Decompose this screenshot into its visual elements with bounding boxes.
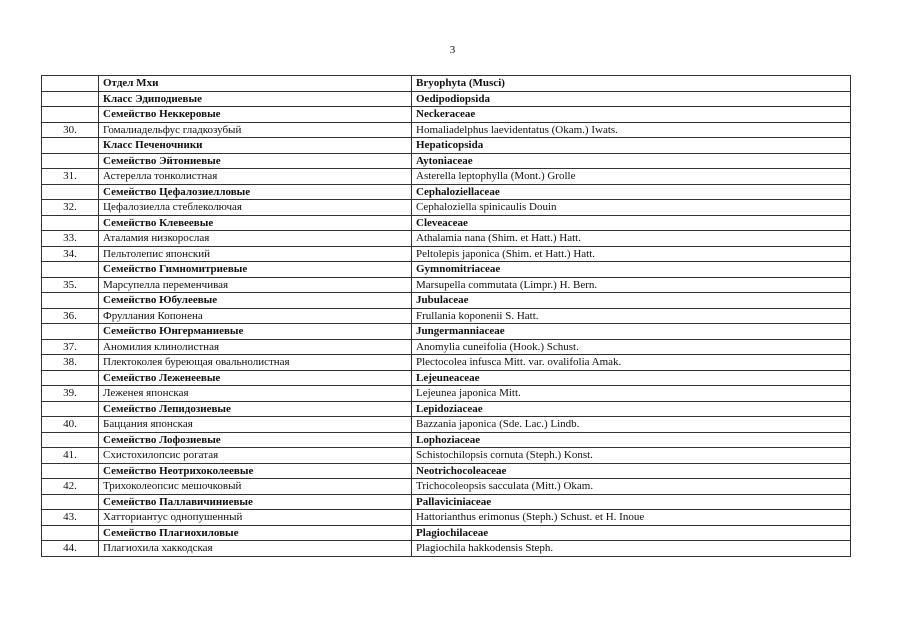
russian-name-cell: Семейство Неккеровые bbox=[99, 107, 412, 123]
russian-name-cell: Аномилия клинолистная bbox=[99, 339, 412, 355]
latin-name-cell: Marsupella commutata (Limpr.) H. Bern. bbox=[412, 277, 851, 293]
row-number-cell: 44. bbox=[42, 541, 99, 557]
russian-name-cell: Семейство Цефалозиелловые bbox=[99, 184, 412, 200]
table-header-row bbox=[42, 525, 851, 541]
row-number-cell: 36. bbox=[42, 308, 99, 324]
row-number-cell bbox=[42, 370, 99, 386]
table-row bbox=[42, 122, 851, 138]
row-number-cell bbox=[42, 525, 99, 541]
row-number-cell: 41. bbox=[42, 448, 99, 464]
row-number-cell bbox=[42, 432, 99, 448]
table-row bbox=[42, 448, 851, 464]
row-number-cell bbox=[42, 324, 99, 340]
russian-name-cell: Схистохилопсис рогатая bbox=[99, 448, 412, 464]
latin-name-cell: Lophoziaceae bbox=[412, 432, 851, 448]
latin-name-cell: Cephaloziella spinicaulis Douin bbox=[412, 200, 851, 216]
row-number-cell: 31. bbox=[42, 169, 99, 185]
table-row bbox=[42, 308, 851, 324]
russian-name-cell: Семейство Юнгерманиевые bbox=[99, 324, 412, 340]
row-number-cell bbox=[42, 107, 99, 123]
russian-name-cell: Отдел Мхи bbox=[99, 76, 412, 92]
latin-name-cell: Bazzania japonica (Sde. Lac.) Lindb. bbox=[412, 417, 851, 433]
row-number-cell: 39. bbox=[42, 386, 99, 402]
russian-name-cell: Хатториантус однопушенный bbox=[99, 510, 412, 526]
table-header-row bbox=[42, 293, 851, 309]
latin-name-cell: Schistochilopsis cornuta (Steph.) Konst. bbox=[412, 448, 851, 464]
russian-name-cell: Цефалозиелла стеблеколючая bbox=[99, 200, 412, 216]
latin-name-cell: Hepaticopsida bbox=[412, 138, 851, 154]
latin-name-cell: Pallaviciniaceae bbox=[412, 494, 851, 510]
latin-name-cell: Neckeraceae bbox=[412, 107, 851, 123]
table-row bbox=[42, 510, 851, 526]
row-number-cell bbox=[42, 401, 99, 417]
table-row bbox=[42, 339, 851, 355]
row-number-cell: 32. bbox=[42, 200, 99, 216]
row-number-cell bbox=[42, 262, 99, 278]
table-header-row bbox=[42, 494, 851, 510]
table-row bbox=[42, 355, 851, 371]
row-number-cell bbox=[42, 463, 99, 479]
table-header-row bbox=[42, 432, 851, 448]
table-row bbox=[42, 417, 851, 433]
row-number-cell: 40. bbox=[42, 417, 99, 433]
table-row bbox=[42, 169, 851, 185]
latin-name-cell: Oedipodiopsida bbox=[412, 91, 851, 107]
row-number-cell bbox=[42, 215, 99, 231]
row-number-cell bbox=[42, 76, 99, 92]
latin-name-cell: Cleveaceae bbox=[412, 215, 851, 231]
russian-name-cell: Марсупелла переменчивая bbox=[99, 277, 412, 293]
russian-name-cell: Класс Печеночники bbox=[99, 138, 412, 154]
row-number-cell bbox=[42, 138, 99, 154]
row-number-cell: 38. bbox=[42, 355, 99, 371]
table-row bbox=[42, 479, 851, 495]
russian-name-cell: Трихоколеопсис мешочковый bbox=[99, 479, 412, 495]
table-header-row bbox=[42, 401, 851, 417]
species-table bbox=[41, 75, 851, 557]
row-number-cell: 35. bbox=[42, 277, 99, 293]
russian-name-cell: Семейство Плагиохиловые bbox=[99, 525, 412, 541]
latin-name-cell: Anomylia cuneifolia (Hook.) Schust. bbox=[412, 339, 851, 355]
latin-name-cell: Homaliadelphus laevidentatus (Okam.) Iwats. bbox=[412, 122, 851, 138]
latin-name-cell: Plagiochilaceae bbox=[412, 525, 851, 541]
latin-name-cell: Plectocolea infusca Mitt. var. ovalifolia Amak. bbox=[412, 355, 851, 371]
table-header-row bbox=[42, 138, 851, 154]
latin-name-cell: Asterella leptophylla (Mont.) Grolle bbox=[412, 169, 851, 185]
table-row bbox=[42, 386, 851, 402]
latin-name-cell: Cephaloziellaceae bbox=[412, 184, 851, 200]
table-header-row bbox=[42, 184, 851, 200]
latin-name-cell: Jubulaceae bbox=[412, 293, 851, 309]
russian-name-cell: Гомалиадельфус гладкозубый bbox=[99, 122, 412, 138]
russian-name-cell: Семейство Неотрихоколеевые bbox=[99, 463, 412, 479]
table-row bbox=[42, 541, 851, 557]
table-row bbox=[42, 231, 851, 247]
table-header-row bbox=[42, 153, 851, 169]
russian-name-cell: Леженея японская bbox=[99, 386, 412, 402]
russian-name-cell: Семейство Паллавичиниевые bbox=[99, 494, 412, 510]
latin-name-cell: Plagiochila hakkodensis Steph. bbox=[412, 541, 851, 557]
russian-name-cell: Семейство Клевеевые bbox=[99, 215, 412, 231]
russian-name-cell: Пельтолепис японский bbox=[99, 246, 412, 262]
latin-name-cell: Hattorianthus erimonus (Steph.) Schust. et H. Inoue bbox=[412, 510, 851, 526]
row-number-cell: 43. bbox=[42, 510, 99, 526]
row-number-cell: 34. bbox=[42, 246, 99, 262]
table-header-row bbox=[42, 215, 851, 231]
latin-name-cell: Gymnomitriaceae bbox=[412, 262, 851, 278]
species-table-body bbox=[42, 76, 851, 557]
latin-name-cell: Lepidoziaceae bbox=[412, 401, 851, 417]
latin-name-cell: Neotrichocoleaceae bbox=[412, 463, 851, 479]
row-number-cell bbox=[42, 153, 99, 169]
table-row bbox=[42, 246, 851, 262]
row-number-cell: 37. bbox=[42, 339, 99, 355]
row-number-cell bbox=[42, 494, 99, 510]
latin-name-cell: Bryophyta (Musci) bbox=[412, 76, 851, 92]
row-number-cell: 33. bbox=[42, 231, 99, 247]
table-header-row bbox=[42, 91, 851, 107]
latin-name-cell: Jungermanniaceae bbox=[412, 324, 851, 340]
russian-name-cell: Плектоколея буреющая овальнолистная bbox=[99, 355, 412, 371]
latin-name-cell: Aytoniaceae bbox=[412, 153, 851, 169]
russian-name-cell: Семейство Лепидозиевые bbox=[99, 401, 412, 417]
latin-name-cell: Peltolepis japonica (Shim. et Hatt.) Hatt. bbox=[412, 246, 851, 262]
russian-name-cell: Фруллания Копонена bbox=[99, 308, 412, 324]
table-header-row bbox=[42, 262, 851, 278]
russian-name-cell: Класс Эдиподиевые bbox=[99, 91, 412, 107]
russian-name-cell: Семейство Леженеевые bbox=[99, 370, 412, 386]
table-header-row bbox=[42, 76, 851, 92]
table-header-row bbox=[42, 370, 851, 386]
russian-name-cell: Семейство Эйтониевые bbox=[99, 153, 412, 169]
table-row bbox=[42, 200, 851, 216]
row-number-cell bbox=[42, 293, 99, 309]
russian-name-cell: Астерелла тонколистная bbox=[99, 169, 412, 185]
latin-name-cell: Athalamia nana (Shim. et Hatt.) Hatt. bbox=[412, 231, 851, 247]
row-number-cell bbox=[42, 91, 99, 107]
latin-name-cell: Frullania koponenii S. Hatt. bbox=[412, 308, 851, 324]
russian-name-cell: Аталамия низкорослая bbox=[99, 231, 412, 247]
table-header-row bbox=[42, 324, 851, 340]
row-number-cell bbox=[42, 184, 99, 200]
table-header-row bbox=[42, 107, 851, 123]
russian-name-cell: Семейство Лофозиевые bbox=[99, 432, 412, 448]
row-number-cell: 30. bbox=[42, 122, 99, 138]
russian-name-cell: Плагиохила хаккодская bbox=[99, 541, 412, 557]
table-header-row bbox=[42, 463, 851, 479]
latin-name-cell: Lejeunea japonica Mitt. bbox=[412, 386, 851, 402]
russian-name-cell: Семейство Юбулеевые bbox=[99, 293, 412, 309]
russian-name-cell: Баццания японская bbox=[99, 417, 412, 433]
russian-name-cell: Семейство Гимномитриевые bbox=[99, 262, 412, 278]
row-number-cell: 42. bbox=[42, 479, 99, 495]
page-number: 3 bbox=[449, 44, 456, 56]
table-row bbox=[42, 277, 851, 293]
latin-name-cell: Lejeuneaceae bbox=[412, 370, 851, 386]
latin-name-cell: Trichocoleopsis sacculata (Mitt.) Okam. bbox=[412, 479, 851, 495]
